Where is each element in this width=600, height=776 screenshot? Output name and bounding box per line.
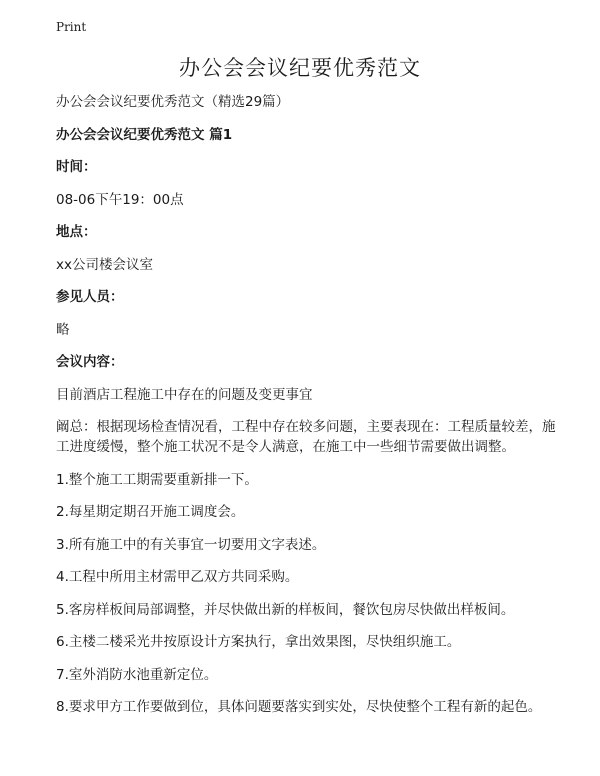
location-label: 地点： (56, 224, 97, 240)
time-label: 时间： (56, 159, 97, 175)
attendees-label: 参见人员： (56, 289, 124, 305)
list-item: 7.室外消防水池重新定位。 (56, 666, 218, 683)
location-value: xx公司楼会议室 (56, 256, 153, 273)
list-item: 3.所有施工中的有关事宜一切要用文字表述。 (56, 536, 326, 553)
content-label: 会议内容： (56, 354, 124, 370)
list-item: 1.整个施工工期需要重新排一下。 (56, 471, 258, 488)
section-heading: 办公会会议纪要优秀范文 篇1 (56, 126, 233, 143)
list-item: 8.要求甲方工作要做到位，具体问题要落实到实处，尽快使整个工程有新的起色。 (56, 699, 542, 715)
list-item: 6.主楼二楼采光井按原设计方案执行，拿出效果图，尽快组织施工。 (56, 634, 461, 650)
list-item: 5.客房样板间局部调整，并尽快做出新的样板间，餐饮包房尽快做出样板间。 (56, 601, 515, 618)
page-title: 办公会会议纪要优秀范文 (179, 56, 421, 80)
print-link[interactable]: Print (56, 20, 87, 34)
meeting-topic: 目前酒店工程施工中存在的问题及变更事宜 (56, 386, 313, 403)
document-body (56, 92, 556, 730)
document-subtitle: 办公会会议纪要优秀范文（精选29篇） (56, 94, 290, 110)
time-value: 08-06下午19：00点 (56, 191, 184, 208)
list-item: 4.工程中所用主材需甲乙双方共同采购。 (56, 569, 299, 585)
list-item: 2.每星期定期召开施工调度会。 (56, 504, 245, 520)
meeting-summary: 阚总：根据现场检查情况看，工程中存在较多问题，主要表现在：工程质量较差，施工进度缓慢，整个施工状况不是令人满意，在施工中一些细节需要做出调整。 (56, 419, 556, 455)
attendees-value: 略 (56, 321, 70, 338)
